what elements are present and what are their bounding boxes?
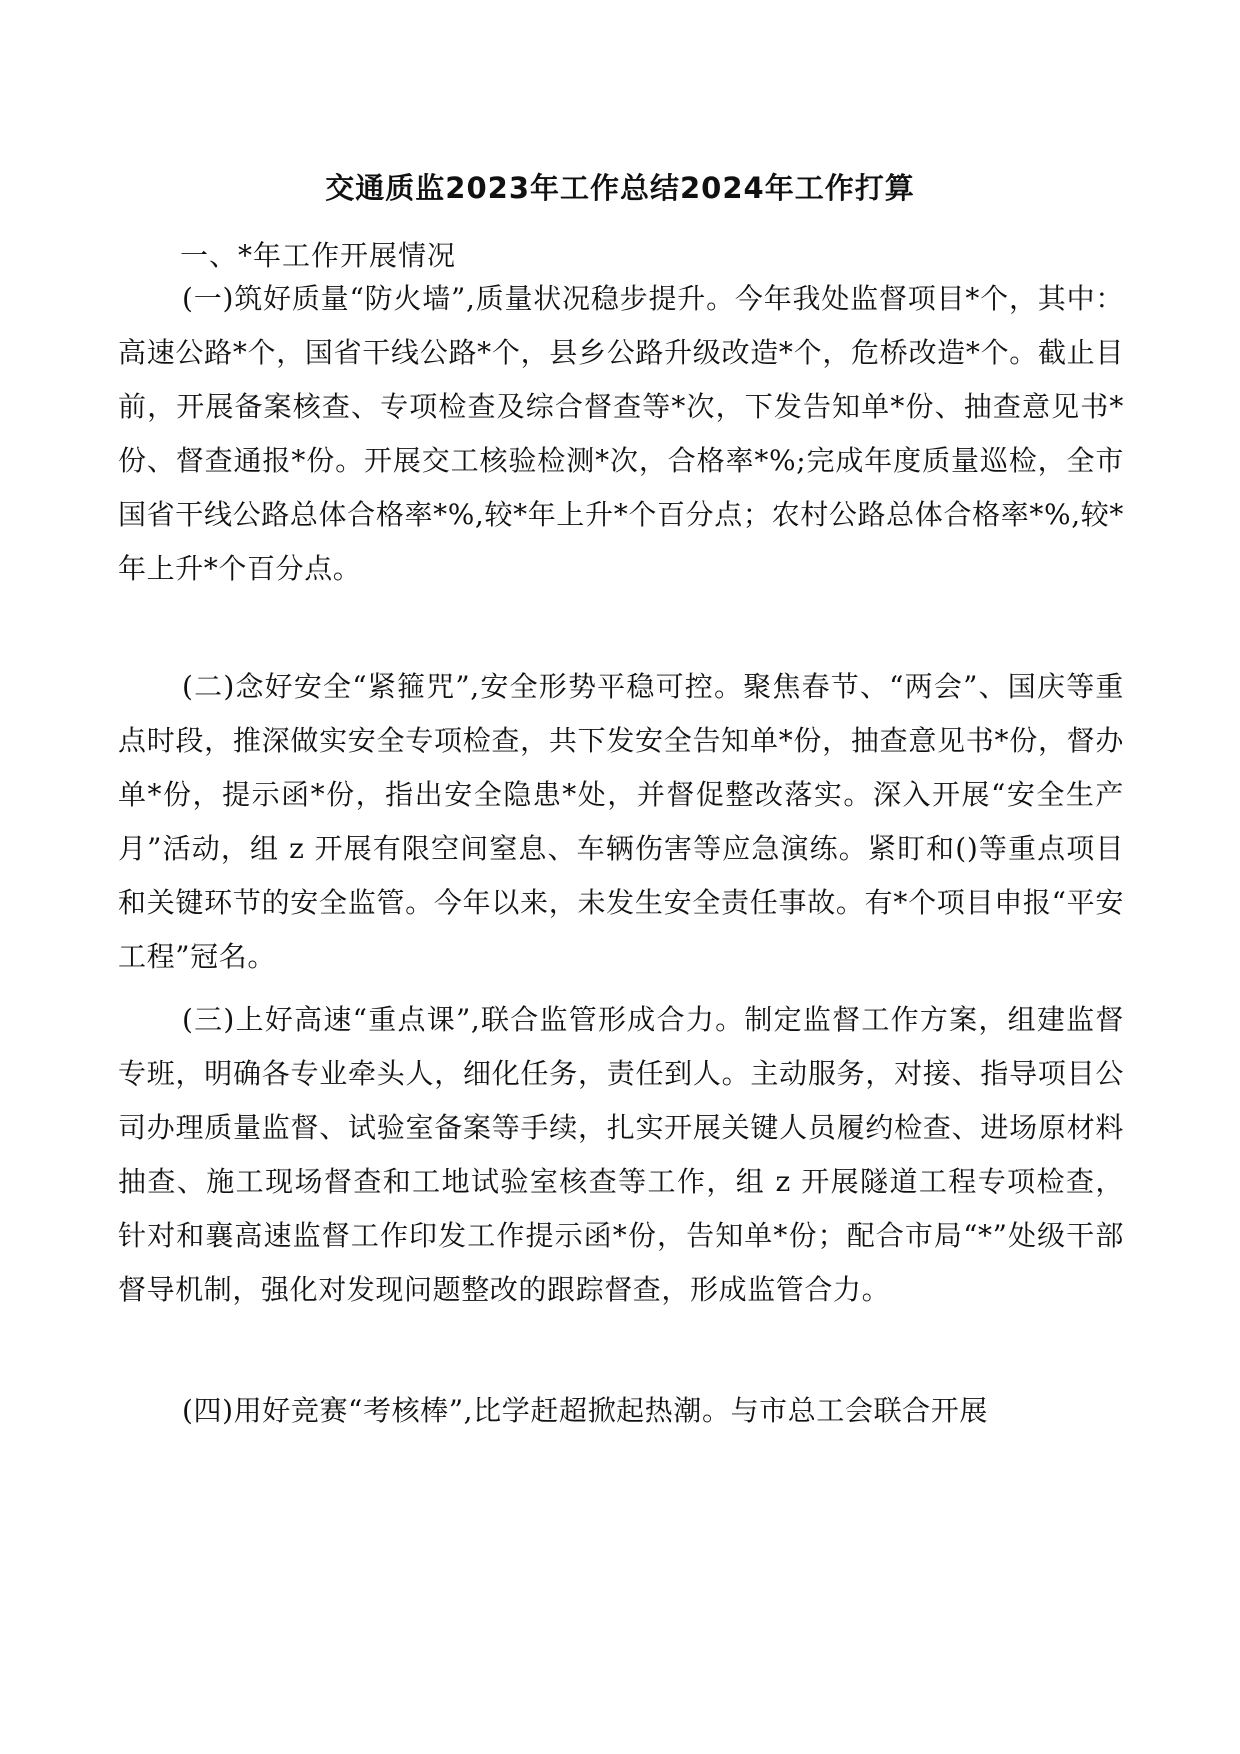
paragraph-expressway: (三)上好高速“重点课”,联合监管形成合力。制定监督工作方案，组建监督专班，明确各专业牵头人，细化任务，责任到人。主动服务，对接、指导项目公司办理质量监督、试验室备案等手续，扎实开展关键人员履约检查、进场原材料抽查、施工现场督查和工地试验室核查等工作，组 z 开展隧道工程专项检查，针对和襄高速监督工作印发工作提示函*份，告知单*份；配合市局“*”处级干部督导机制，强化对发现问题整改的跟踪督查，形成监管合力。 [118,1003,1124,1306]
paragraph-safety: (二)念好安全“紧箍咒”,安全形势平稳可控。聚焦春节、“两会”、国庆等重点时段，推深做实安全专项检查，共下发安全告知单*份，抽查意见书*份，督办单*份，提示函*份，指出安全隐患*处，并督促整改落实。深入开展“安全生产月”活动，组 z 开展有限空间窒息、车辆伤害等应急演练。紧盯和()等重点项目和关键环节的安全监管。今年以来，未发生安全责任事故。有*个项目申报“平安工程”冠名。 [118,670,1124,973]
paragraph-quality: (一)筑好质量“防火墙”,质量状况稳步提升。今年我处监督项目*个，其中：高速公路*个，国省干线公路*个，县乡公路升级改造*个，危桥改造*个。截止目前，开展备案核查、专项检查及综合督查等*次，下发告知单*份、抽查意见书*份、督查通报*份。开展交工核验检测*次，合格率*%;完成年度质量巡检，全市国省干线公路总体合格率*%,较*年上升*个百分点；农村公路总体合格率*%,较*年上升*个百分点。 [118,282,1124,585]
section-heading: 一、*年工作开展情况 [180,239,457,272]
document-title: 交通质监2023年工作总结2024年工作打算 [325,171,915,205]
paragraph-competition: (四)用好竞赛“考核棒”,比学赶超掀起热潮。与市总工会联合开展 [182,1394,988,1427]
